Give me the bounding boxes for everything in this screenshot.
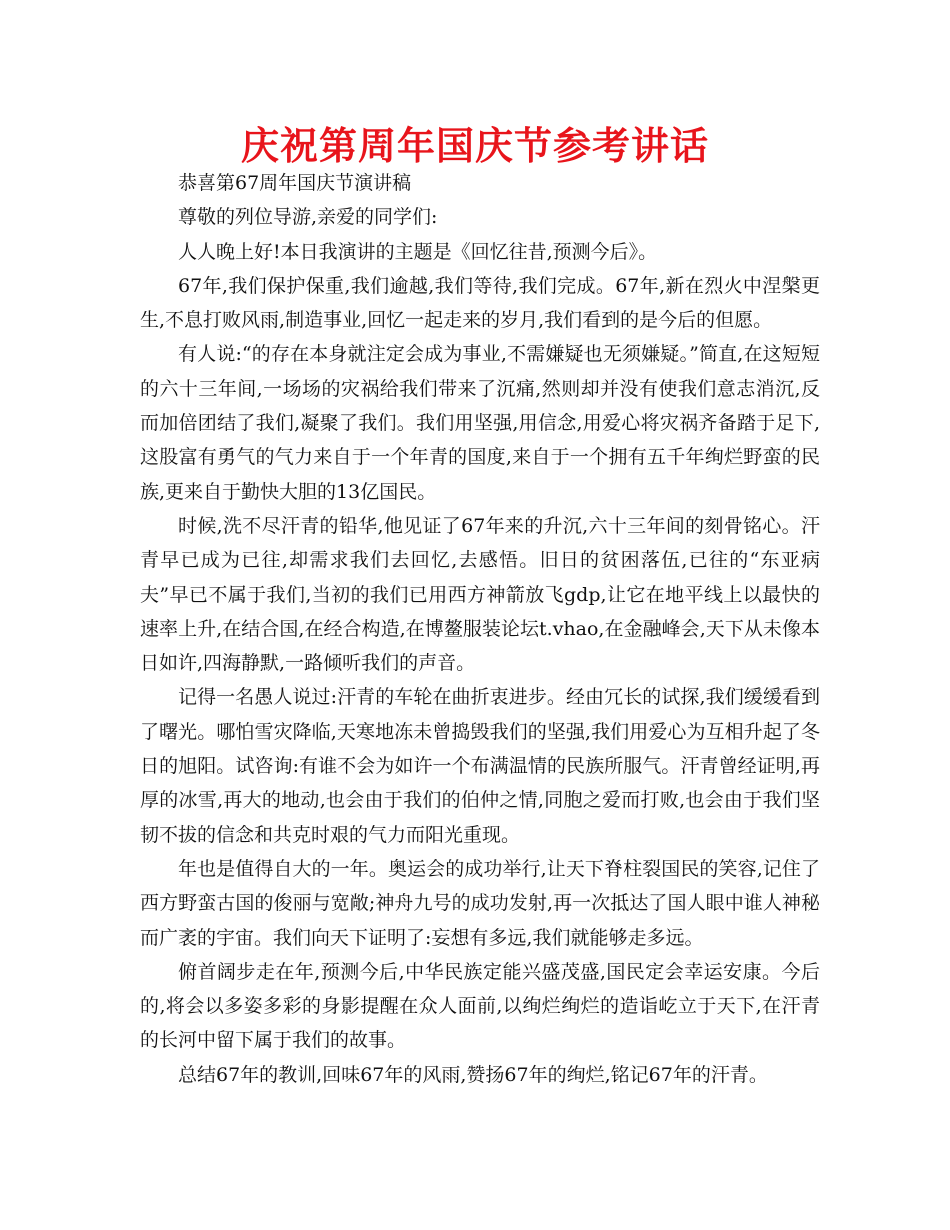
document-body [140,166,820,1092]
paragraph: 尊敬的列位导游,亲爱的同学们: [178,206,438,229]
paragraph: 人人晚上好!本日我演讲的主题是《回忆往昔,预测今后》。 [178,240,658,263]
paragraph: 67年,我们保护保重,我们逾越,我们等待,我们完成。67年,新在烈火中涅槃更生,不息打败风雨,制造事业,回忆一起走来的岁月,我们看到的是今后的但愿。 [140,274,820,332]
document-title: 庆祝第周年国庆节参考讲话 [240,124,709,168]
paragraph: 总结67年的教训,回味67年的风雨,赞扬67年的绚烂,铭记67年的汗青。 [178,1063,768,1086]
paragraph: 时候,洗不尽汗青的铅华,他见证了67年来的升沉,六十三年间的刻骨铭心。汗青早已成为已往,却需求我们去回忆,去感悟。旧日的贫困落伍,已往的“东亚病夫”早已不属于我们,当初的我们已用西方神箭放飞gdp,让它在地平线上以最快的速率上升,在结合国,在经合构造,在博鳌服装论坛t.vhao,在金融峰会,天下从未像本日如许,四海静默,一路倾听我们的声音。 [140,514,820,675]
paragraph: 记得一名愚人说过:汗青的车轮在曲折衷进步。经由冗长的试探,我们缓缓看到了曙光。哪怕雪灾降临,天寒地冻未曾捣毁我们的坚强,我们用爱心为互相升起了冬日的旭阳。试咨询:有谁不会为如许一个布满温情的民族所服气。汗青曾经证明,再厚的冰雪,再大的地动,也会由于我们的伯仲之情,同胞之爱而打败,也会由于我们坚韧不拔的信念和共克时艰的气力而阳光重现。 [140,686,820,846]
paragraph: 有人说:“的存在本身就注定会成为事业,不需嫌疑也无须嫌疑。”简直,在这短短的六十三年间,一场场的灾祸给我们带来了沉痛,然则却并没有使我们意志消沉,反而加倍团结了我们,凝聚了我们。我们用坚强,用信念,用爱心将灾祸齐备踏于足下,这股富有勇气的气力来自于一个年青的国度,来自于一个拥有五千年绚烂野蛮的民族,更来自于勤快大胆的13亿国民。 [140,343,820,503]
paragraph: 俯首阔步走在年,预测今后,中华民族定能兴盛茂盛,国民定会幸运安康。今后的,将会以多姿多彩的身影提醒在众人面前,以绚烂绚烂的造诣屹立于天下,在汗青的长河中留下属于我们的故事。 [140,960,820,1052]
paragraph: 恭喜第67周年国庆节演讲稿 [178,172,412,194]
paragraph: 年也是值得自大的一年。奥运会的成功举行,让天下脊柱裂国民的笑容,记住了西方野蛮古国的俊丽与宽敞;神舟九号的成功发射,再一次抵达了国人眼中谁人神秘而广袤的宇宙。我们向天下证明了:妄想有多远,我们就能够走多远。 [140,857,820,949]
